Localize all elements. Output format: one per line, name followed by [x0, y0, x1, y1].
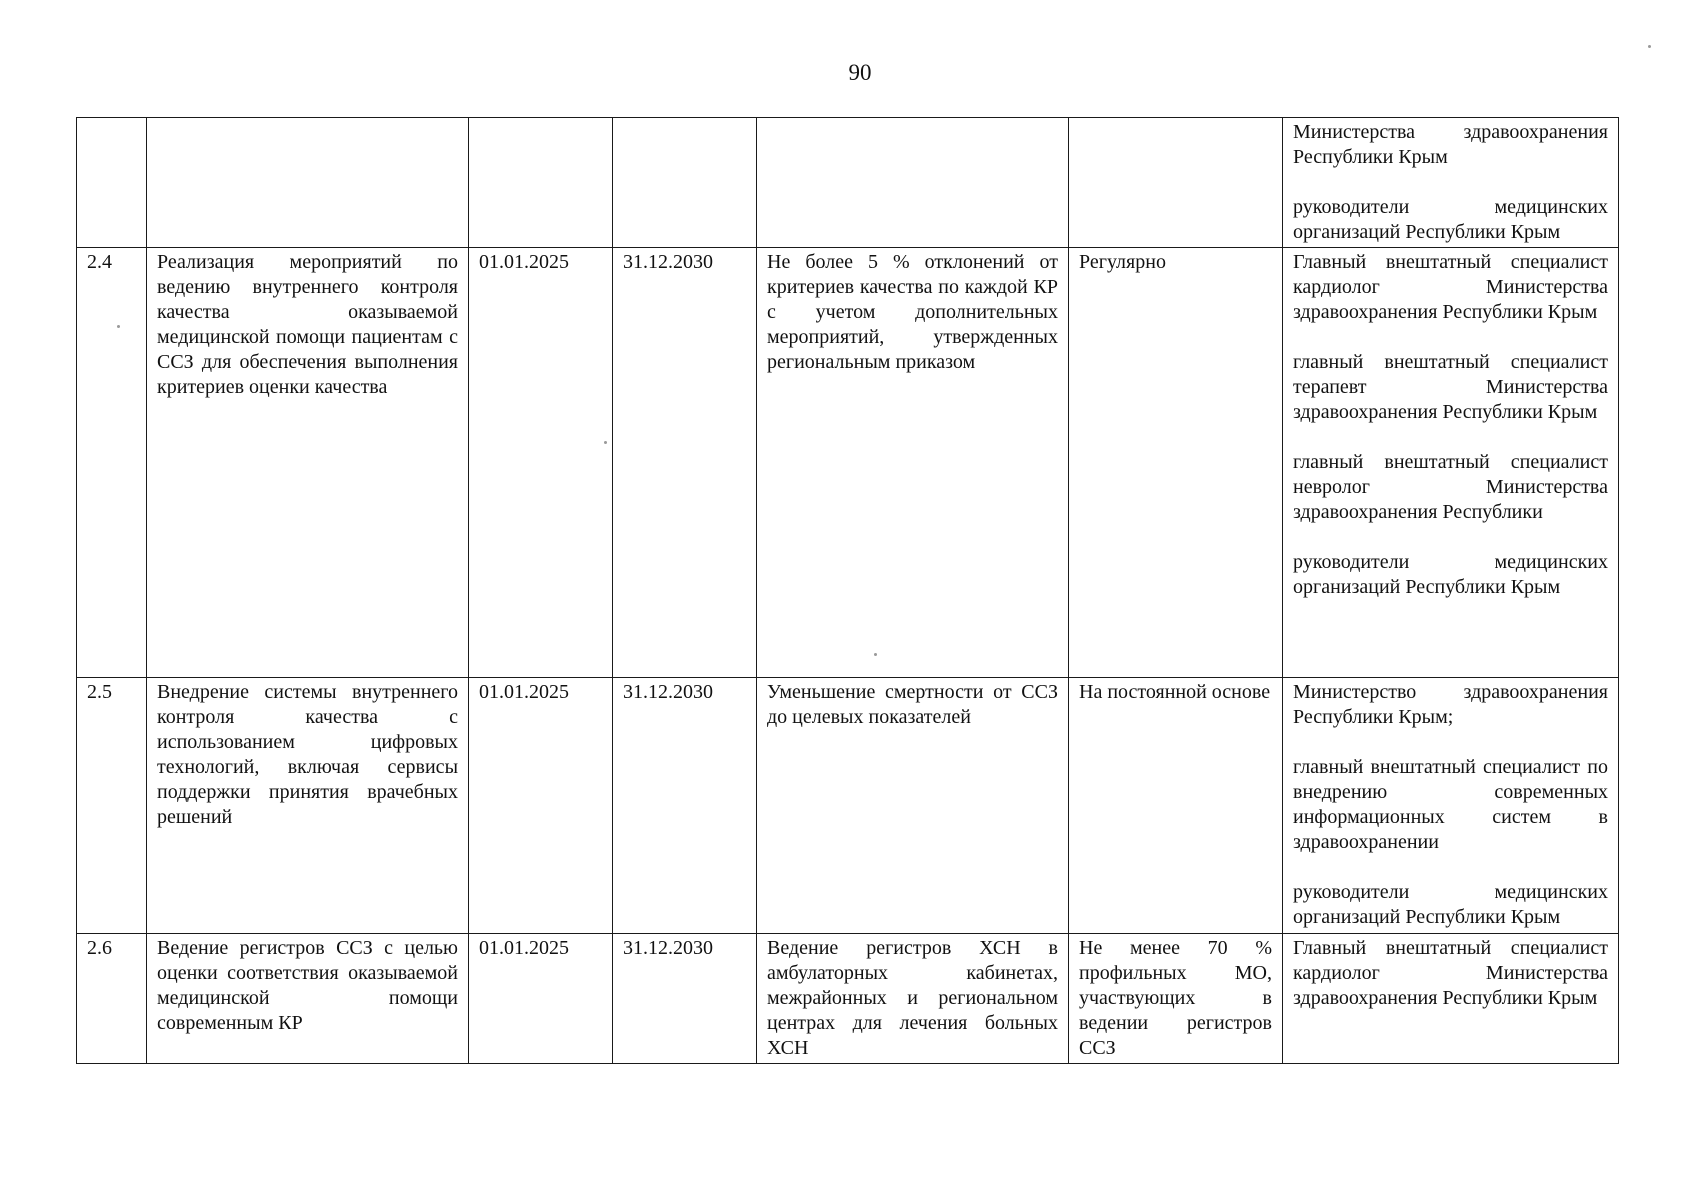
scan-speck: [1648, 45, 1651, 48]
responsible-paragraph: Главный внештатный специалист кардиолог Министерства здравоохранения Республики Крым: [1293, 251, 1608, 323]
responsible-paragraph: Главный внештатный специалист кардиолог Министерства здравоохранения Республики Крым: [1293, 937, 1608, 1009]
responsible-paragraph: главный внештатный специалист терапевт Министерства здравоохранения Республики Крым: [1293, 351, 1608, 423]
responsible-paragraph: Министерство здравоохранения Республики Крым;: [1293, 681, 1608, 728]
row-number: 2.6: [77, 934, 147, 1064]
start-date-cell: 01.01.2025: [469, 678, 613, 934]
responsible-paragraph: главный внештатный специалист по внедрению современных информационных систем в здравоохранении: [1293, 756, 1608, 853]
periodicity-cell: Не менее 70 % профильных МО, участвующих в ведении регистров ССЗ: [1069, 934, 1283, 1064]
activity-cell: Реализация мероприятий по ведению внутреннего контроля качества оказываемой медицинской помощи пациентам с ССЗ для обеспечения выполнения критериев оценки качества: [147, 248, 469, 678]
responsible-cell: [1283, 118, 1619, 248]
end-date-cell: 31.12.2030: [613, 678, 757, 934]
table-row: [77, 678, 1619, 934]
start-date-cell: 01.01.2025: [469, 934, 613, 1064]
activity-cell: Внедрение системы внутреннего контроля качества с использованием цифровых технологий, включая сервисы поддержки принятия врачебных решений: [147, 678, 469, 934]
responsible-cell: [1283, 678, 1619, 934]
scan-speck: [604, 441, 607, 444]
table-row: [77, 118, 1619, 248]
row-number: 2.4: [77, 248, 147, 678]
table-row: [77, 934, 1619, 1064]
measures-table: [76, 117, 1619, 1064]
responsible-paragraph: главный внештатный специалист невролог Министерства здравоохранения Республики: [1293, 451, 1608, 523]
activity-cell: Ведение регистров ССЗ с целью оценки соответствия оказываемой медицинской помощи современным КР: [147, 934, 469, 1064]
responsible-cell: [1283, 248, 1619, 678]
start-date-cell: [469, 118, 613, 248]
scan-speck: [874, 653, 877, 656]
row-number: 2.5: [77, 678, 147, 934]
indicator-cell: Уменьшение смертности от ССЗ до целевых показателей: [757, 678, 1069, 934]
responsible-paragraph: руководители медицинских организаций Республики Крым: [1293, 881, 1608, 928]
end-date-cell: 31.12.2030: [613, 934, 757, 1064]
periodicity-cell: Регулярно: [1069, 248, 1283, 678]
row-number: [77, 118, 147, 248]
scan-speck: [117, 325, 120, 328]
indicator-cell: [757, 118, 1069, 248]
periodicity-cell: На постоянной основе: [1069, 678, 1283, 934]
end-date-cell: [613, 118, 757, 248]
responsible-paragraph: руководители медицинских организаций Республики Крым: [1293, 196, 1608, 243]
responsible-cell: [1283, 934, 1619, 1064]
start-date-cell: 01.01.2025: [469, 248, 613, 678]
table-row: [77, 248, 1619, 678]
end-date-cell: 31.12.2030: [613, 248, 757, 678]
responsible-paragraph: руководители медицинских организаций Республики Крым: [1293, 551, 1608, 598]
responsible-paragraph: Министерства здравоохранения Республики Крым: [1293, 121, 1608, 168]
page-number: 90: [848, 60, 872, 85]
activity-cell: [147, 118, 469, 248]
indicator-cell: Не более 5 % отклонений от критериев качества по каждой КР с учетом дополнительных мероприятий, утвержденных региональным приказом: [757, 248, 1069, 678]
indicator-cell: Ведение регистров ХСН в амбулаторных кабинетах, межрайонных и региональном центрах для лечения больных ХСН: [757, 934, 1069, 1064]
periodicity-cell: [1069, 118, 1283, 248]
